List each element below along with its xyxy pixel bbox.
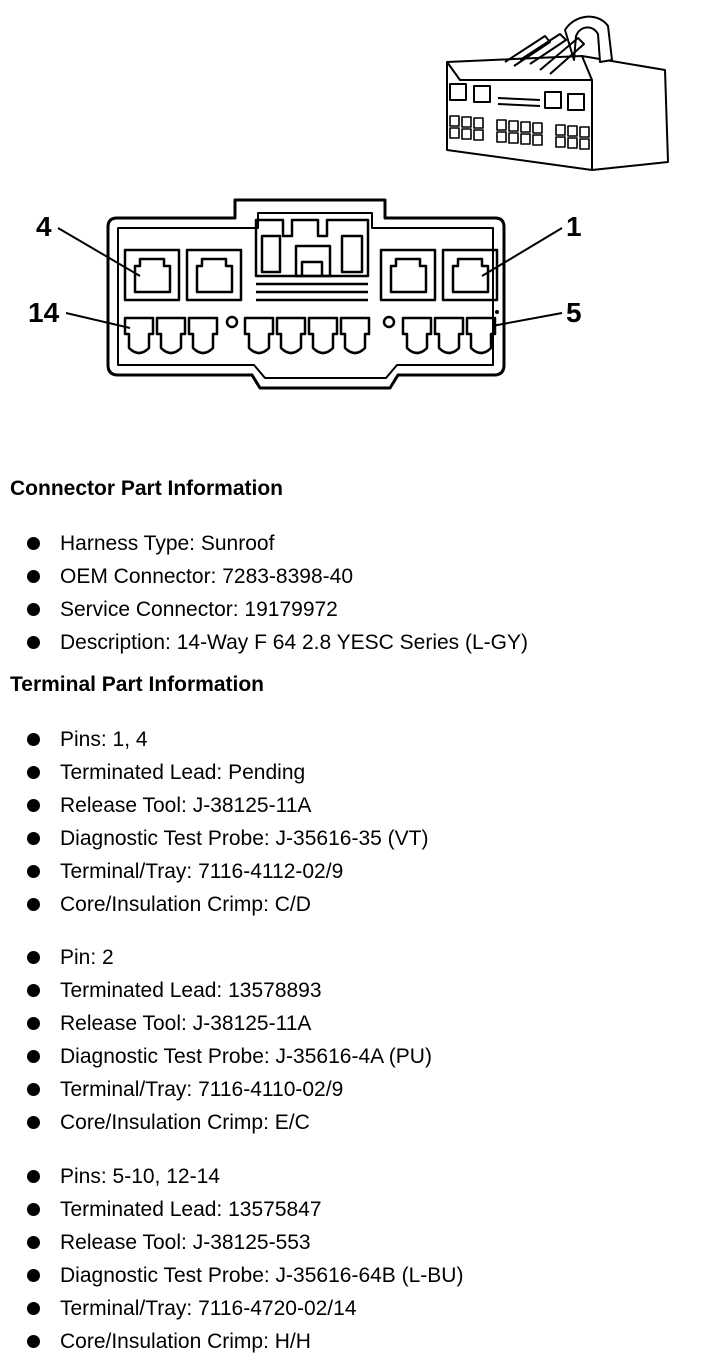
list-item xyxy=(0,1007,432,1040)
list-item-text: Pins: 1, 4 xyxy=(60,728,148,751)
list-item xyxy=(0,974,432,1007)
list-item xyxy=(0,855,428,888)
list-item xyxy=(0,941,432,974)
list-item-text: Diagnostic Test Probe: J-35616-4A (PU) xyxy=(60,1045,432,1068)
bullet-icon xyxy=(27,570,40,583)
bullet-icon xyxy=(27,766,40,779)
list-item xyxy=(0,527,528,560)
bullet-icon xyxy=(27,636,40,649)
terminal-info-heading: Terminal Part Information xyxy=(10,673,264,696)
bullet-icon xyxy=(27,1116,40,1129)
bullet-icon xyxy=(27,733,40,746)
list-item xyxy=(0,1160,463,1193)
bullet-icon xyxy=(27,1302,40,1315)
callout-pin-14: 14 xyxy=(28,297,60,328)
list-item-text: Terminal/Tray: 7116-4110-02/9 xyxy=(60,1078,344,1101)
list-item-text: Harness Type: Sunroof xyxy=(60,532,275,555)
list-item-text: Pin: 2 xyxy=(60,946,114,969)
list-item xyxy=(0,593,528,626)
connector-info-heading: Connector Part Information xyxy=(10,477,284,500)
bullet-icon xyxy=(27,984,40,997)
bullet-icon xyxy=(27,799,40,812)
bullet-icon xyxy=(27,1083,40,1096)
list-item xyxy=(0,822,428,855)
bullet-icon xyxy=(27,1203,40,1216)
list-item-text: Core/Insulation Crimp: C/D xyxy=(60,893,311,916)
list-item xyxy=(0,1259,463,1292)
callout-pin-5: 5 xyxy=(566,297,582,328)
list-item xyxy=(0,626,528,659)
bullet-icon xyxy=(27,951,40,964)
bullet-icon xyxy=(27,1269,40,1282)
connector-3d-illustration xyxy=(447,17,668,170)
terminal-group-1-list xyxy=(0,723,428,921)
list-item xyxy=(0,1226,463,1259)
bullet-icon xyxy=(27,1017,40,1030)
bullet-icon xyxy=(27,865,40,878)
list-item-text: Service Connector: 19179972 xyxy=(60,598,338,621)
bullet-icon xyxy=(27,1170,40,1183)
list-item-text: Core/Insulation Crimp: H/H xyxy=(60,1330,311,1353)
list-item-text: Terminal/Tray: 7116-4720-02/14 xyxy=(60,1297,357,1320)
bullet-icon xyxy=(27,1236,40,1249)
list-item-text: Diagnostic Test Probe: J-35616-35 (VT) xyxy=(60,827,429,850)
list-item xyxy=(0,723,428,756)
bullet-icon xyxy=(27,537,40,550)
bullet-icon xyxy=(27,832,40,845)
list-item xyxy=(0,1325,463,1358)
list-item-text: Terminated Lead: 13575847 xyxy=(60,1198,322,1221)
list-item xyxy=(0,888,428,921)
list-item-text: Terminal/Tray: 7116-4112-02/9 xyxy=(60,860,344,883)
list-item-text: Description: 14-Way F 64 2.8 YESC Series (L-GY) xyxy=(60,631,528,654)
bullet-icon xyxy=(27,1335,40,1348)
list-item xyxy=(0,1040,432,1073)
connector-info-list xyxy=(0,527,528,659)
list-item-text: Release Tool: J-38125-553 xyxy=(60,1231,311,1254)
connector-diagram xyxy=(0,0,704,440)
bullet-icon xyxy=(27,1050,40,1063)
terminal-group-3-list xyxy=(0,1160,463,1358)
list-item xyxy=(0,1193,463,1226)
connector-face xyxy=(108,200,504,388)
list-item-text: Diagnostic Test Probe: J-35616-64B (L-BU) xyxy=(60,1264,464,1287)
callout-pin-1: 1 xyxy=(566,211,582,242)
bullet-icon xyxy=(27,898,40,911)
list-item-text: Release Tool: J-38125-11A xyxy=(60,794,312,817)
list-item xyxy=(0,1292,463,1325)
list-item-text: Terminated Lead: 13578893 xyxy=(60,979,322,1002)
terminal-group-2-list xyxy=(0,941,432,1139)
list-item-text: OEM Connector: 7283-8398-40 xyxy=(60,565,354,588)
list-item xyxy=(0,756,428,789)
list-item xyxy=(0,1106,432,1139)
list-item-text: Release Tool: J-38125-11A xyxy=(60,1012,312,1035)
list-item xyxy=(0,789,428,822)
callout-pin-4: 4 xyxy=(36,211,52,242)
list-item-text: Terminated Lead: Pending xyxy=(60,761,306,784)
list-item xyxy=(0,560,528,593)
bullet-icon xyxy=(27,603,40,616)
list-item-text: Pins: 5-10, 12-14 xyxy=(60,1165,220,1188)
list-item xyxy=(0,1073,432,1106)
list-item-text: Core/Insulation Crimp: E/C xyxy=(60,1111,310,1134)
